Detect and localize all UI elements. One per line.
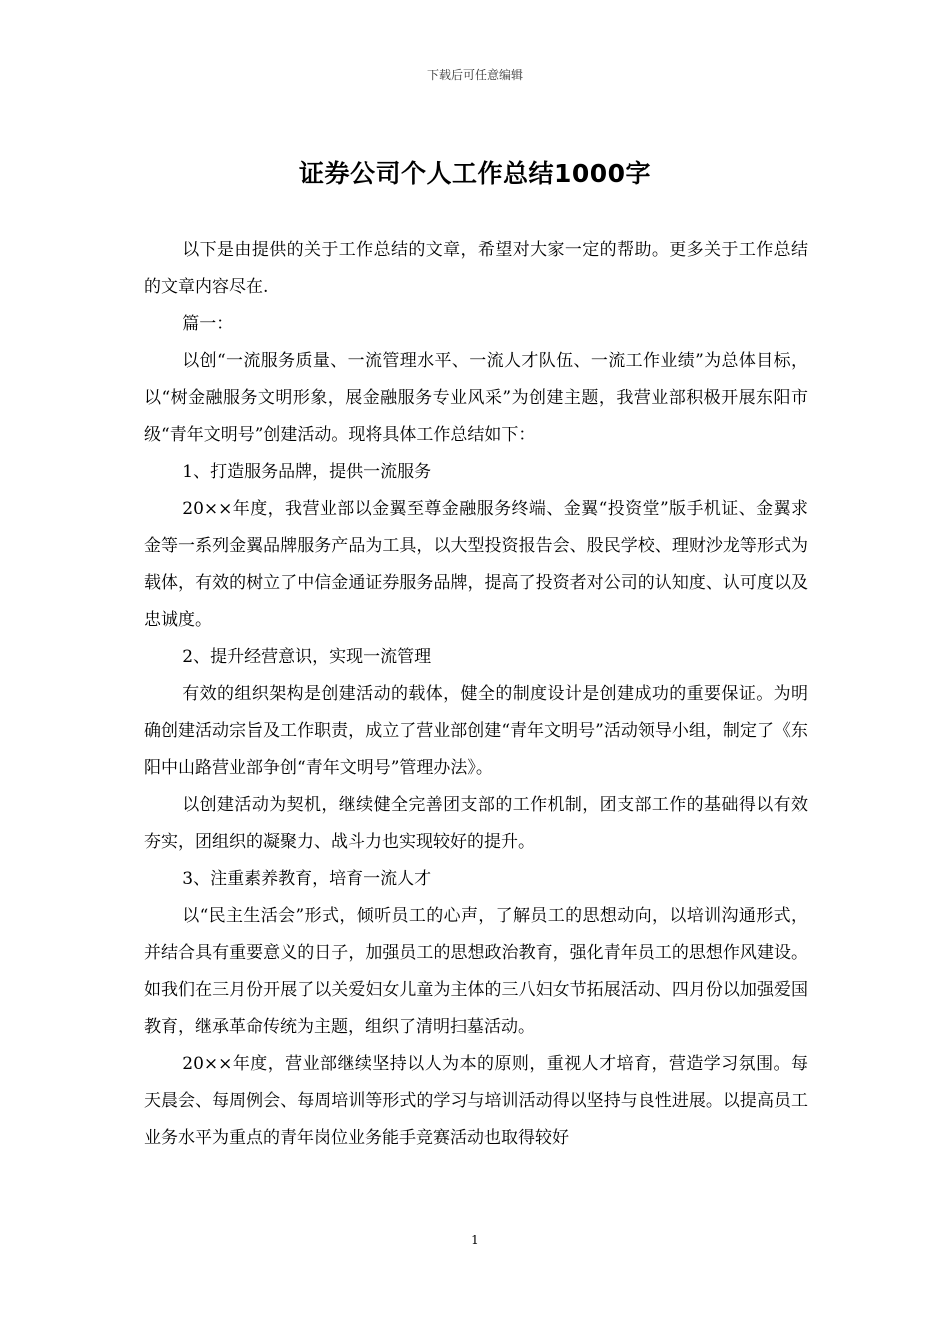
document-title: 证券公司个人工作总结1000字 <box>298 159 652 188</box>
section-heading: 2、提升经营意识，实现一流管理 <box>182 647 432 667</box>
paragraph: 有效的组织架构是创建活动的载体，健全的制度设计是创建成功的重要保证。为明确创建活动宗旨及工作职责，成立了营业部创建“青年文明号”活动领导小组，制定了《东阳中山路营业部争创“青年文明号”管理办法》。 <box>144 684 808 778</box>
page-number: 1 <box>471 1233 479 1247</box>
paragraph: 以创“一流服务质量、一流管理水平、一流人才队伍、一流工作业绩”为总体目标，以“树金融服务文明形象，展金融服务专业风采”为创建主题，我营业部积极开展东阳市级“青年文明号”创建活动。现将具体工作总结如下： <box>144 351 808 445</box>
page-header: 下载后可任意编辑 <box>426 68 523 82</box>
paragraph: 20××年度，我营业部以金翼至尊金融服务终端、金翼“投资堂”版手机证、金翼求金等一系列金翼品牌服务产品为工具，以大型投资报告会、股民学校、理财沙龙等形式为载体，有效的树立了中信金通证券服务品牌，提高了投资者对公司的认知度、认可度以及忠诚度。 <box>144 499 808 630</box>
section-heading: 3、注重素养教育，培育一流人才 <box>182 869 432 889</box>
section-heading: 1、打造服务品牌，提供一流服务 <box>182 462 432 482</box>
paragraph: 以创建活动为契机，继续健全完善团支部的工作机制，团支部工作的基础得以有效夯实，团组织的凝聚力、战斗力也实现较好的提升。 <box>144 795 808 852</box>
paragraph: 以“民主生活会”形式，倾听员工的心声，了解员工的思想动向，以培训沟通形式，并结合具有重要意义的日子，加强员工的思想政治教育，强化青年员工的思想作风建设。如我们在三月份开展了以关爱妇女儿童为主体的三八妇女节拓展活动、四月份以加强爱国教育，继承革命传统为主题，组织了清明扫墓活动。 <box>144 906 808 1037</box>
paragraph-intro: 以下是由提供的关于工作总结的文章，希望对大家一定的帮助。更多关于工作总结的文章内容尽在. <box>144 240 808 297</box>
document-body <box>144 232 808 1157</box>
paragraph: 20××年度，营业部继续坚持以人为本的原则，重视人才培育，营造学习氛围。每天晨会、每周例会、每周培训等形式的学习与培训活动得以坚持与良性进展。以提高员工业务水平为重点的青年岗位业务能手竞赛活动也取得较好 <box>144 1054 808 1148</box>
paragraph-part-label: 篇一： <box>182 314 234 334</box>
